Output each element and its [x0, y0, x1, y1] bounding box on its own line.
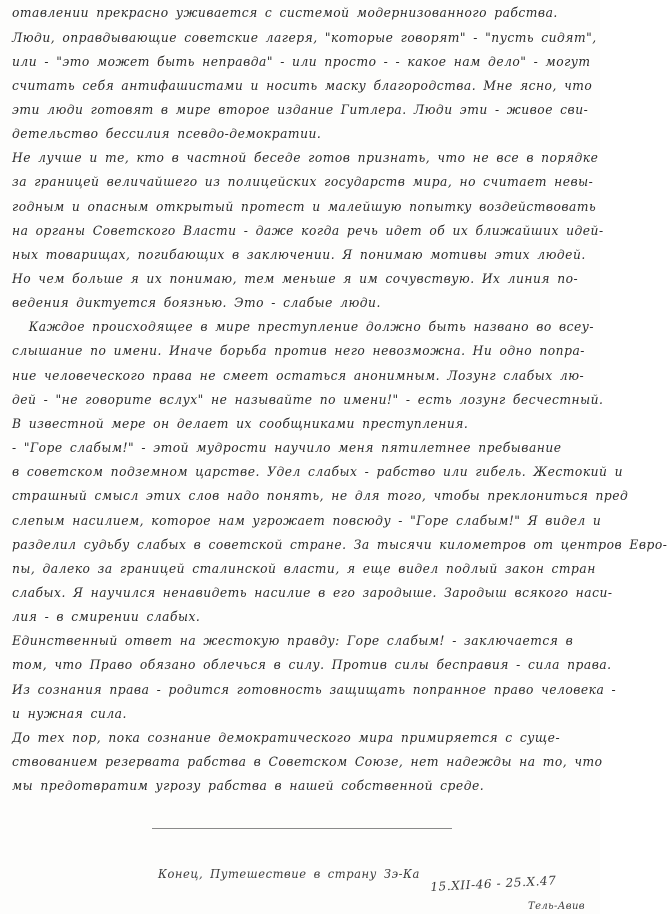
text-line: или - "это может быть неправда" - или просто - - какое нам дело" - могут [12, 55, 591, 70]
text-line: детельство бессилия псевдо-демократии. [12, 127, 322, 142]
text-line: том, что Право обязано облечься в силу. Против силы бесправия - сила права. [12, 658, 612, 673]
text-line: слепым насилием, которое нам угрожает повсюду - "Горе слабым!" Я видел и [12, 514, 602, 529]
text-line: ведения диктуется боязнью. Это - слабые люди. [12, 296, 381, 311]
text-line: Но чем больше я их понимаю, тем меньше я им сочувствую. Их линия по- [12, 272, 579, 287]
text-line: слабых. Я научился ненавидеть насилие в его зародыше. Зародыш всякого наси- [12, 586, 613, 601]
text-line: годным и опасным открытый протест и малейшую попытку воздействовать [12, 200, 597, 215]
text-line: в советском подземном царстве. Удел слабых - рабство или гибель. Жестокий и [12, 465, 624, 480]
text-line: До тех пор, пока сознание демократического мира примиряется с суще- [12, 731, 561, 746]
text-line: ствованием резервата рабства в Советском Союзе, нет надежды на то, что [12, 755, 603, 770]
text-line: и нужная сила. [12, 707, 127, 722]
text-line: считать себя антифашистами и носить маску благородства. Мне ясно, что [12, 79, 593, 94]
text-line: Люди, оправдывающие советские лагеря, "которые говорят" - "пусть сидят", [12, 31, 597, 46]
text-line: Не лучше и те, кто в частной беседе готов признать, что не все в порядке [12, 151, 599, 166]
text-line: разделил судьбу слабых в советской стране. За тысячи километров от центров Евро- [12, 538, 667, 553]
text-line: В известной мере он делает их сообщниками преступления. [12, 417, 469, 432]
text-line: слышание по имени. Иначе борьба против него невозможна. Ни одно попра- [12, 344, 585, 359]
closing-date: 15.XII-46 - 25.X.47 [430, 873, 557, 894]
closing-place-mark: Тель-Авив [528, 901, 586, 912]
text-line: эти люди готовят в мире второе издание Гитлера. Люди эти - живое сви- [12, 103, 589, 118]
text-line: Единственный ответ на жестокую правду: Горе слабым! - заключается в [12, 634, 574, 649]
text-line: Каждое происходящее в мире преступление должно быть названо во всеу- [28, 320, 595, 335]
closing-signature-line: Конец, Путешествие в страну Зэ-Ка [158, 866, 420, 881]
text-line: страшный смысл этих слов надо понять, не для того, чтобы преклониться пред [12, 489, 629, 504]
text-line: ных товарищах, погибающих в заключении. Я понимаю мотивы этих людей. [12, 248, 586, 263]
text-line: за границей величайшего из полицейских государств мира, но считает невы- [12, 175, 594, 190]
text-line: отавлении прекрасно уживается с системой модернизованного рабства. [12, 6, 558, 21]
text-line: дей - "не говорите вслух" не называйте по имени!" - есть лозунг бесчестный. [12, 393, 604, 408]
text-line: лия - в смирении слабых. [12, 610, 201, 625]
closing-divider [152, 828, 452, 829]
text-line: пы, далеко за границей сталинской власти, я еще видел подлый закон стран [12, 562, 596, 577]
text-line: мы предотвратим угрозу рабства в нашей собственной среде. [12, 779, 485, 794]
text-line: Из сознания права - родится готовность защищать попранное право человека - [12, 683, 617, 698]
text-line: на органы Советского Власти - даже когда речь идет об их ближайших идей- [12, 224, 604, 239]
text-line: - "Горе слабым!" - этой мудрости научило меня пятилетнее пребывание [12, 441, 562, 456]
text-line: ние человеческого права не смеет остаться анонимным. Лозунг слабых лю- [12, 369, 585, 384]
